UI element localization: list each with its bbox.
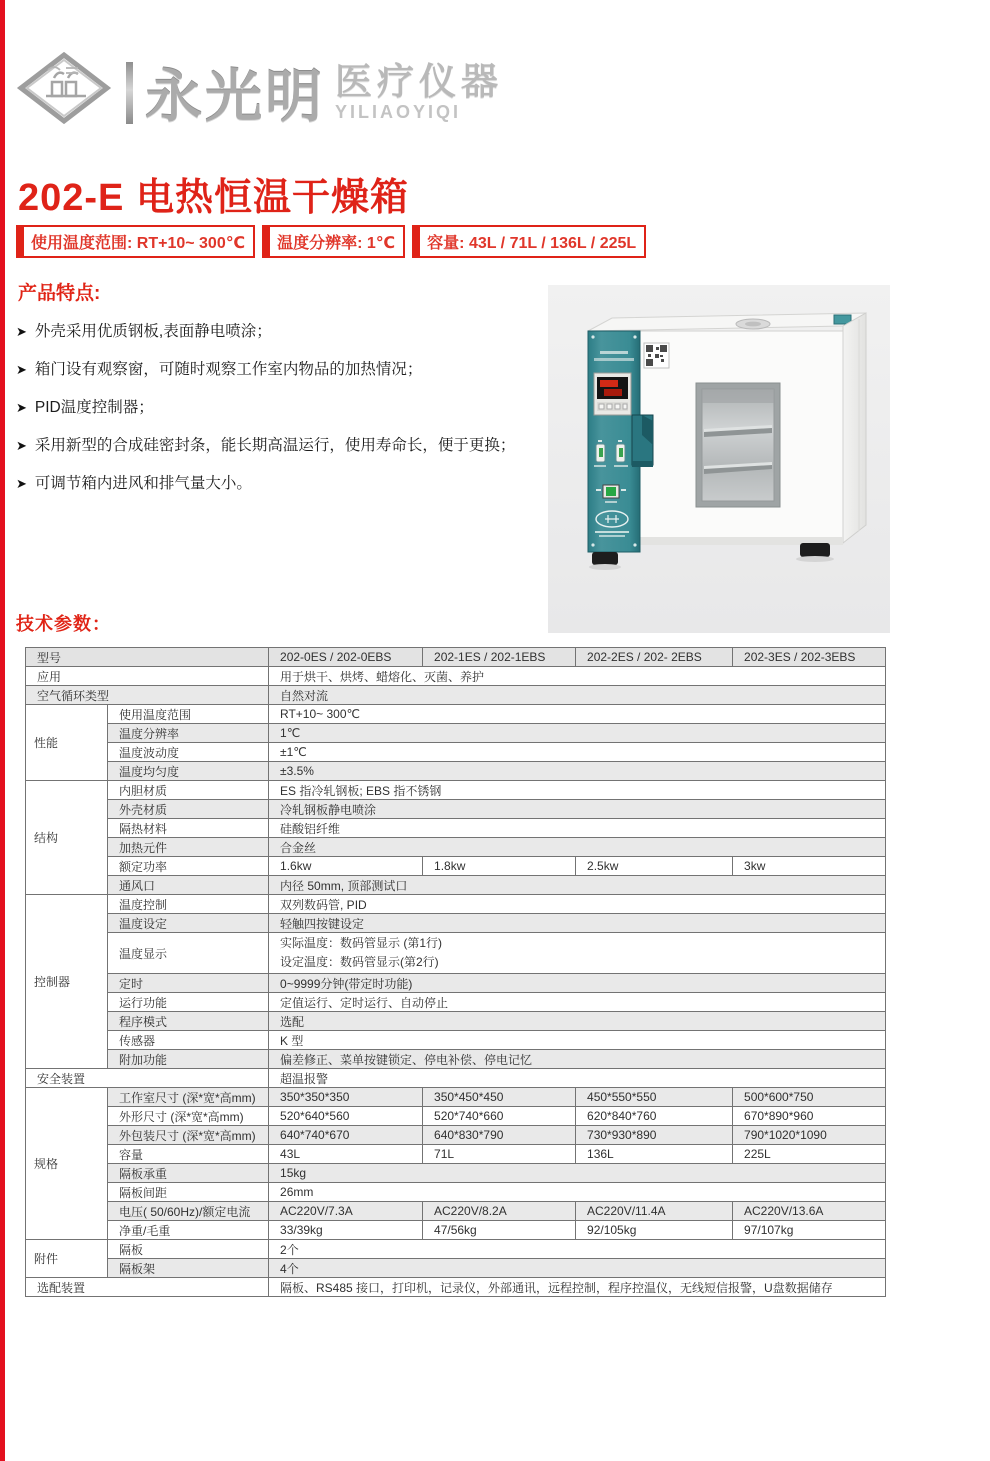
value-cell: 790*1020*1090: [733, 1126, 886, 1145]
feature-text: PID温度控制器；: [34, 399, 154, 416]
bullet-arrow-icon: ➤: [16, 476, 27, 491]
feature-text: 箱门设有观察窗，可随时观察工作室内物品的加热情况；: [34, 361, 423, 378]
value-cell: 自然对流: [269, 686, 886, 705]
feature-text: 外壳采用优质钢板,表面静电喷涂；: [34, 323, 272, 340]
sub-label-cell: 传感器: [108, 1031, 269, 1050]
brand-header: [16, 50, 503, 130]
bullet-arrow-icon: ➤: [16, 438, 27, 453]
value-cell: 136L: [576, 1145, 733, 1164]
value-cell: 92/105kg: [576, 1221, 733, 1240]
value-cell: 2.5kw: [576, 857, 733, 876]
value-cell: K 型: [269, 1031, 886, 1050]
sub-label-cell: 隔板间距: [108, 1183, 269, 1202]
qr-label: [644, 343, 669, 368]
sub-label-cell: 外包装尺寸 (深*宽*高mm): [108, 1126, 269, 1145]
table-row: [26, 800, 886, 819]
spec-badge: 使用温度范围: RT+10~ 300℃: [16, 225, 255, 258]
label-cell: 空气循环类型: [26, 686, 269, 705]
table-row: [26, 974, 886, 993]
brand-divider: [126, 62, 133, 124]
sub-label-cell: 通风口: [108, 876, 269, 895]
value-cell: 520*640*560: [269, 1107, 423, 1126]
value-cell: 450*550*550: [576, 1088, 733, 1107]
value-cell: 内径 50mm, 顶部测试口: [269, 876, 886, 895]
sub-label-cell: 隔板承重: [108, 1164, 269, 1183]
door-latch: [632, 415, 653, 467]
value-cell: ±3.5%: [269, 762, 886, 781]
sub-label-cell: 工作室尺寸 (深*宽*高mm): [108, 1088, 269, 1107]
feature-item: [16, 359, 544, 380]
table-row: [26, 993, 886, 1012]
table-row: [26, 857, 886, 876]
bullet-arrow-icon: ➤: [16, 400, 27, 415]
value-cell: 合金丝: [269, 838, 886, 857]
table-row: [26, 1145, 886, 1164]
sub-label-cell: 隔板架: [108, 1259, 269, 1278]
value-cell: 500*600*750: [733, 1088, 886, 1107]
table-row: [26, 933, 886, 974]
product-photo: [548, 285, 890, 633]
table-row: [26, 1202, 886, 1221]
sub-label-cell: 温度显示: [108, 933, 269, 974]
table-row: [26, 781, 886, 800]
sub-label-cell: 定时: [108, 974, 269, 993]
sub-label-cell: 净重/毛重: [108, 1221, 269, 1240]
value-cell: 730*930*890: [576, 1126, 733, 1145]
value-cell: 1.6kw: [269, 857, 423, 876]
value-cell: 350*450*450: [423, 1088, 576, 1107]
value-cell: 选配: [269, 1012, 886, 1031]
bullet-arrow-icon: ➤: [16, 324, 27, 339]
sub-label-cell: 内胆材质: [108, 781, 269, 800]
sub-label-cell: 附加功能: [108, 1050, 269, 1069]
table-row: [26, 1069, 886, 1088]
table-row: [26, 1088, 886, 1107]
table-row: [26, 762, 886, 781]
sub-label-cell: 温度分辨率: [108, 724, 269, 743]
sub-label-cell: 外形尺寸 (深*宽*高mm): [108, 1107, 269, 1126]
value-cell: 202-0ES / 202-0EBS: [269, 648, 423, 667]
sub-label-cell: 温度设定: [108, 914, 269, 933]
value-cell: 冷轧钢板静电喷涂: [269, 800, 886, 819]
value-cell: 定值运行、定时运行、自动停止: [269, 993, 886, 1012]
sub-label-cell: 额定功率: [108, 857, 269, 876]
table-row: [26, 1240, 886, 1259]
brand-name-cn: 永光明: [145, 65, 325, 129]
sub-label-cell: 程序模式: [108, 1012, 269, 1031]
table-row: [26, 1126, 886, 1145]
table-row: [26, 705, 886, 724]
value-cell: AC220V/13.6A: [733, 1202, 886, 1221]
sub-label-cell: 隔板: [108, 1240, 269, 1259]
value-cell: 隔板、RS485 接口，打印机，记录仪，外部通讯，远程控制，程序控温仪，无线短信报警，U盘数据储存: [269, 1278, 886, 1297]
value-cell: 用于烘干、烘烤、蜡熔化、灭菌、养护: [269, 667, 886, 686]
brand-subtitle-block: [335, 51, 503, 123]
page-title: 202-E 电热恒温干燥箱: [18, 177, 409, 219]
value-cell: 1℃: [269, 724, 886, 743]
feature-item: [16, 397, 544, 418]
sub-label-cell: 运行功能: [108, 993, 269, 1012]
brand-suffix-cn: 医疗仪器: [335, 61, 503, 102]
value-cell: 350*350*350: [269, 1088, 423, 1107]
table-row: [26, 876, 886, 895]
value-cell: RT+10~ 300℃: [269, 705, 886, 724]
left-accent-stripe: [0, 0, 5, 1461]
value-cell: 15kg: [269, 1164, 886, 1183]
group-cell: 结构: [26, 781, 108, 895]
label-cell: 安全装置: [26, 1069, 269, 1088]
brand-name-en: YILIAOYIQI: [335, 102, 462, 122]
label-cell: 应用: [26, 667, 269, 686]
table-row: [26, 724, 886, 743]
table-row: [26, 1183, 886, 1202]
spec-badges-row: [16, 225, 646, 258]
value-cell: ±1℃: [269, 743, 886, 762]
tech-params-heading: 技术参数：: [16, 614, 111, 634]
value-cell: 620*840*760: [576, 1107, 733, 1126]
value-cell: 670*890*960: [733, 1107, 886, 1126]
group-cell: 规格: [26, 1088, 108, 1240]
value-cell: 0~9999分钟(带定时功能): [269, 974, 886, 993]
group-cell: 附件: [26, 1240, 108, 1278]
group-cell: 控制器: [26, 895, 108, 1069]
value-cell: 225L: [733, 1145, 886, 1164]
temperature-display: [594, 373, 631, 415]
bullet-arrow-icon: ➤: [16, 362, 27, 377]
value-cell: AC220V/8.2A: [423, 1202, 576, 1221]
value-cell: 520*740*660: [423, 1107, 576, 1126]
table-row: [26, 1221, 886, 1240]
value-cell: 71L: [423, 1145, 576, 1164]
value-cell: 实际温度：数码管显示 (第1行) 设定温度：数码管显示(第2行): [269, 933, 886, 974]
spec-badge: 容量: 43L / 71L / 136L / 225L: [412, 225, 646, 258]
value-cell: 202-1ES / 202-1EBS: [423, 648, 576, 667]
specs-table: [25, 647, 886, 1297]
label-cell: 选配装置: [26, 1278, 269, 1297]
feature-text: 可调节箱内进风和排气量大小。: [34, 475, 252, 492]
feature-item: [16, 321, 544, 342]
table-row: [26, 819, 886, 838]
table-row: [26, 686, 886, 705]
table-row: [26, 667, 886, 686]
feature-item: [16, 435, 544, 456]
value-cell: 47/56kg: [423, 1221, 576, 1240]
label-cell: 型号: [26, 648, 269, 667]
sub-label-cell: 温度波动度: [108, 743, 269, 762]
table-row: [26, 1107, 886, 1126]
value-cell: 202-3ES / 202-3EBS: [733, 648, 886, 667]
value-cell: 超温报警: [269, 1069, 886, 1088]
value-cell: 1.8kw: [423, 857, 576, 876]
value-cell: 硅酸铝纤维: [269, 819, 886, 838]
value-cell: 97/107kg: [733, 1221, 886, 1240]
table-row: [26, 895, 886, 914]
sub-label-cell: 外壳材质: [108, 800, 269, 819]
value-cell: 双列数码管, PID: [269, 895, 886, 914]
table-row: [26, 914, 886, 933]
value-cell: AC220V/11.4A: [576, 1202, 733, 1221]
feature-text: 采用新型的合成硅密封条，能长期高温运行，使用寿命长，便于更换；: [34, 437, 516, 454]
table-row: [26, 838, 886, 857]
sub-label-cell: 电压( 50/60Hz)/额定电流: [108, 1202, 269, 1221]
table-row: [26, 1164, 886, 1183]
table-row: [26, 648, 886, 667]
value-cell: 33/39kg: [269, 1221, 423, 1240]
value-cell: 26mm: [269, 1183, 886, 1202]
sub-label-cell: 隔热材料: [108, 819, 269, 838]
value-cell: 轻触四按键设定: [269, 914, 886, 933]
sub-label-cell: 温度控制: [108, 895, 269, 914]
door-window: [696, 383, 780, 507]
value-cell: 4个: [269, 1259, 886, 1278]
value-cell: 640*830*790: [423, 1126, 576, 1145]
table-row: [26, 1050, 886, 1069]
spec-badge: 温度分辨率: 1℃: [262, 225, 405, 258]
value-cell: AC220V/7.3A: [269, 1202, 423, 1221]
sub-label-cell: 加热元件: [108, 838, 269, 857]
table-row: [26, 1012, 886, 1031]
feature-item: [16, 473, 544, 494]
table-row: [26, 1278, 886, 1297]
value-cell: 偏差修正、菜单按键锁定、停电补偿、停电记忆: [269, 1050, 886, 1069]
value-cell: ES 指冷轧钢板; EBS 指不锈钢: [269, 781, 886, 800]
value-cell: 640*740*670: [269, 1126, 423, 1145]
brand-diamond-logo-icon: [16, 52, 112, 129]
group-cell: 性能: [26, 705, 108, 781]
sub-label-cell: 使用温度范围: [108, 705, 269, 724]
value-cell: 202-2ES / 202- 2EBS: [576, 648, 733, 667]
value-cell: 3kw: [733, 857, 886, 876]
features-list: [16, 321, 544, 494]
features-heading: 产品特点:: [18, 283, 101, 304]
table-row: [26, 743, 886, 762]
side-panel: [843, 313, 866, 543]
value-cell: 43L: [269, 1145, 423, 1164]
sub-label-cell: 温度均匀度: [108, 762, 269, 781]
sub-label-cell: 容量: [108, 1145, 269, 1164]
table-row: [26, 1259, 886, 1278]
table-row: [26, 1031, 886, 1050]
features-section: [16, 278, 544, 511]
value-cell: 2个: [269, 1240, 886, 1259]
